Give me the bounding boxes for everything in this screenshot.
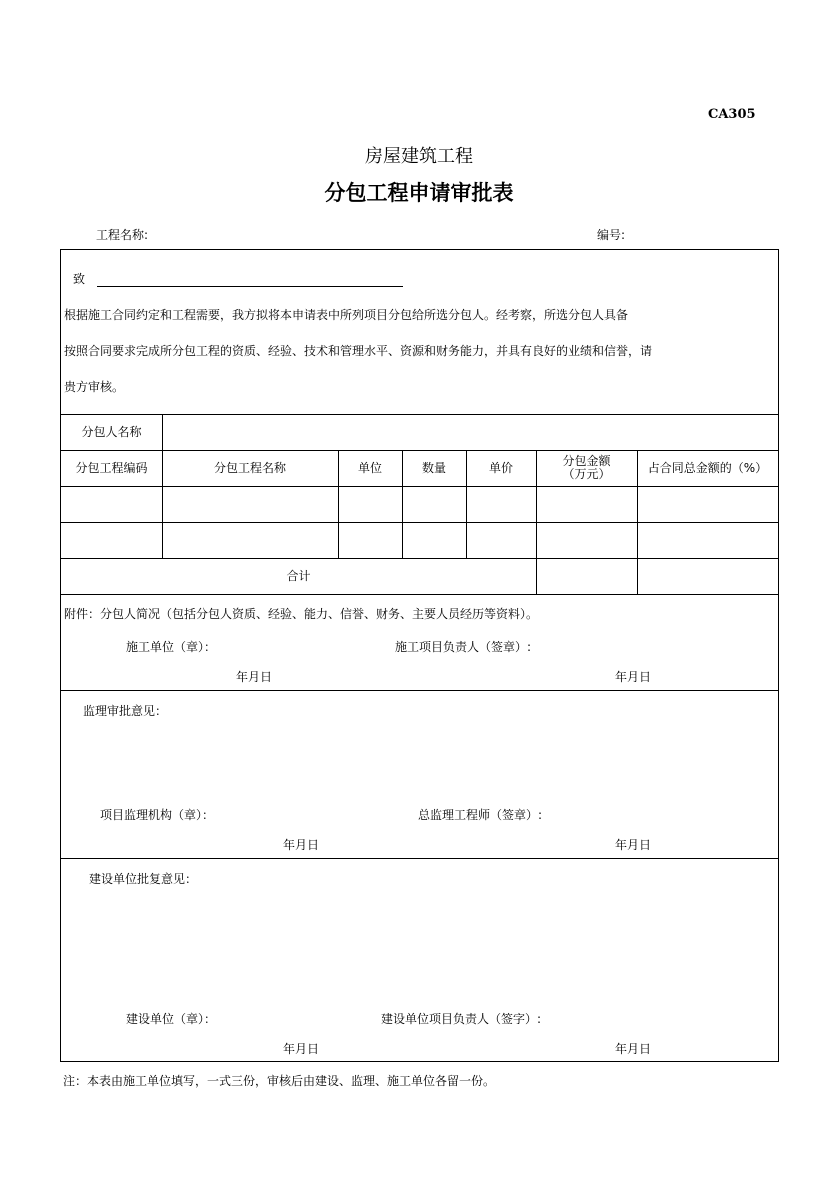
date-right: 年月日 [615, 670, 652, 684]
table-row-divider [61, 486, 778, 487]
date-left: 年月日 [283, 838, 320, 852]
subcontractor-name-label: 分包人名称 [81, 424, 142, 439]
col-header-unit: 单位 [357, 460, 382, 475]
date-right: 年月日 [615, 838, 652, 852]
number-label: 编号: [597, 228, 626, 242]
section-divider [61, 690, 778, 691]
supervision-title: 监理审批意见： [83, 704, 168, 718]
page-title: 分包工程申请审批表 [324, 181, 514, 205]
owner-title: 建设单位批复意见： [89, 872, 198, 886]
intro-line-3: 贵方审核。 [64, 380, 125, 394]
supervision-org-label: 项目监理机构（章）： [100, 808, 215, 822]
total-label: 合计 [286, 568, 311, 583]
owner-unit-label: 建设单位（章）： [126, 1012, 217, 1026]
col-header-quantity: 数量 [421, 460, 446, 475]
footer-note: 注：本表由施工单位填写，一式三份，审核后由建设、监理、施工单位各留一份。 [63, 1074, 496, 1088]
col-header-percent: 占合同总金额的（%） [647, 460, 768, 475]
date-right: 年月日 [615, 1042, 652, 1056]
chief-engineer-label: 总监理工程师（签章）: [418, 808, 543, 822]
table-bottom-border [61, 594, 778, 595]
date-left: 年月日 [283, 1042, 320, 1056]
table-row-divider [61, 522, 778, 523]
application-form [60, 249, 779, 1062]
col-header-amount: 分包金额 （万元） [562, 454, 611, 481]
form-code: CA305 [708, 107, 756, 122]
project-name-label: 工程名称: [96, 228, 149, 242]
owner-leader-label: 建设单位项目负责人（签字）: [381, 1012, 542, 1026]
col-header-name: 分包工程名称 [213, 460, 286, 475]
intro-line-2: 按照合同要求完成所分包工程的资质、经验、技术和管理水平、资源和财务能力，并具有良好的业绩和信誉，请 [64, 344, 653, 358]
recipient-line[interactable] [97, 286, 403, 287]
col-header-price: 单价 [488, 460, 513, 475]
col-header-code: 分包工程编码 [75, 460, 148, 475]
construction-unit-label: 施工单位（章）： [126, 640, 217, 654]
project-leader-label: 施工项目负责人（签章）: [395, 640, 532, 654]
to-label: 致 [73, 272, 86, 286]
date-left: 年月日 [236, 670, 273, 684]
subcontractor-name-field[interactable] [162, 414, 778, 450]
page-subtitle: 房屋建筑工程 [365, 146, 473, 167]
section-divider [61, 858, 778, 859]
attachment-text: 附件：分包人简况（包括分包人资质、经验、能力、信誉、财务、主要人员经历等资料）。 [64, 607, 539, 621]
intro-line-1: 根据施工合同约定和工程需要，我方拟将本申请表中所列项目分包给所选分包人。经考察，所选分包人具备 [64, 308, 629, 322]
